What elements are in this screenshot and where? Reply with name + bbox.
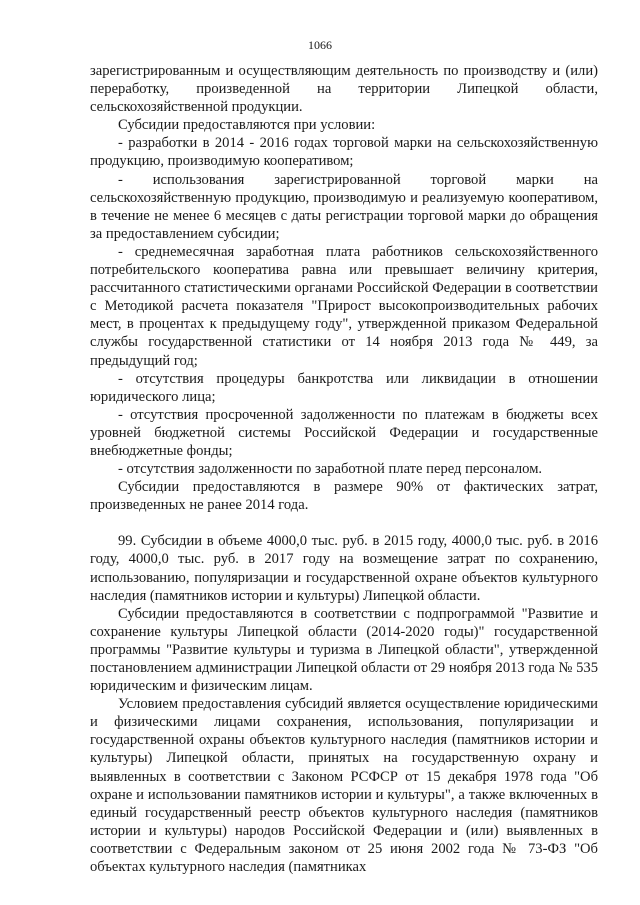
condition-trademark-development: - разработки в 2014 - 2016 годах торговой марки на сельскохозяйственную продукцию, производимую кооперативом;: [90, 135, 598, 170]
paragraph-subsidy-condition: Условием предоставления субсидий является осуществление юридическими и физическими лицами сохранения, использования, популяризации и государственной охраны объектов культурного наследия (памятников истории и культуры) Липецкой области, принятых на государственную охрану и выявленных в соответствии с Законом РСФСР от 15 декабря 1978 года "Об охране и использовании памятников истории и культуры", а также включенных в единый государственный реестр объектов культурного наследия (памятников истории и культуры) народов Российской Федерации и (или) выявленных в соответствии с Федеральным законом от 25 июня 2002 года № 73-ФЗ "Об объектах культурного наследия (памятниках: [90, 696, 598, 876]
condition-no-overdue-debt: - отсутствия просроченной задолженности по платежам в бюджеты всех уровней бюджетной системы Российской Федерации и государственные внебюджетные фонды;: [90, 406, 598, 459]
paragraph-subsidy-rate: Субсидии предоставляются в размере 90% от фактических затрат, произведенных не ранее 2014 года.: [90, 479, 598, 514]
page-number: 1066: [308, 38, 332, 52]
section-spacer: [90, 514, 598, 532]
paragraph-conditions-intro: Субсидии предоставляются при условии:: [118, 117, 376, 134]
condition-trademark-usage: - использования зарегистрированной торговой марки на сельскохозяйственную продукцию, производимую и реализуемую кооперативом, в течение не менее 6 месяцев с даты регистрации торговой марки до обращения за предоставлением субсидии;: [90, 171, 598, 242]
paragraph-continuation: зарегистрированным и осуществляющим деятельность по производству и (или) переработку, произведенной на территории Липецкой области, сельскохозяйственной продукции.: [90, 63, 598, 116]
condition-no-wage-arrears: - отсутствия задолженности по заработной плате перед персоналом.: [118, 461, 543, 478]
condition-no-bankruptcy: - отсутствия процедуры банкротства или ликвидации в отношении юридического лица;: [90, 370, 598, 405]
document-body: [90, 62, 598, 876]
condition-average-salary: - среднемесячная заработная плата работников сельскохозяйственного потребительского кооператива равна или превышает величину критерия, рассчитанного статистическими органами Российской Федерации в соответствии с Методикой расчета показателя "Прирост высокопроизводительных рабочих мест, в процентах к предыдущему году", утвержденной приказом Федеральной службы государственной статистики от 14 ноября 2013 года № 449, за предыдущий год;: [90, 243, 598, 369]
paragraph-item-99: 99. Субсидии в объеме 4000,0 тыс. руб. в 2015 году, 4000,0 тыс. руб. в 2016 году, 4000,0 тыс. руб. в 2017 году на возмещение затрат по сохранению, использованию, популяризации и государственной охране объектов культурного наследия (памятников истории и культуры) Липецкой области.: [90, 533, 598, 604]
paragraph-subprogram: Субсидии предоставляются в соответствии с подпрограммой "Развитие и сохранение культуры Липецкой области (2014-2020 годы)" государственной программы "Развитие культуры и туризма в Липецкой области", утвержденной постановлением администрации Липецкой области от 29 ноября 2013 года № 535 юридическим и физическим лицам.: [90, 605, 598, 695]
